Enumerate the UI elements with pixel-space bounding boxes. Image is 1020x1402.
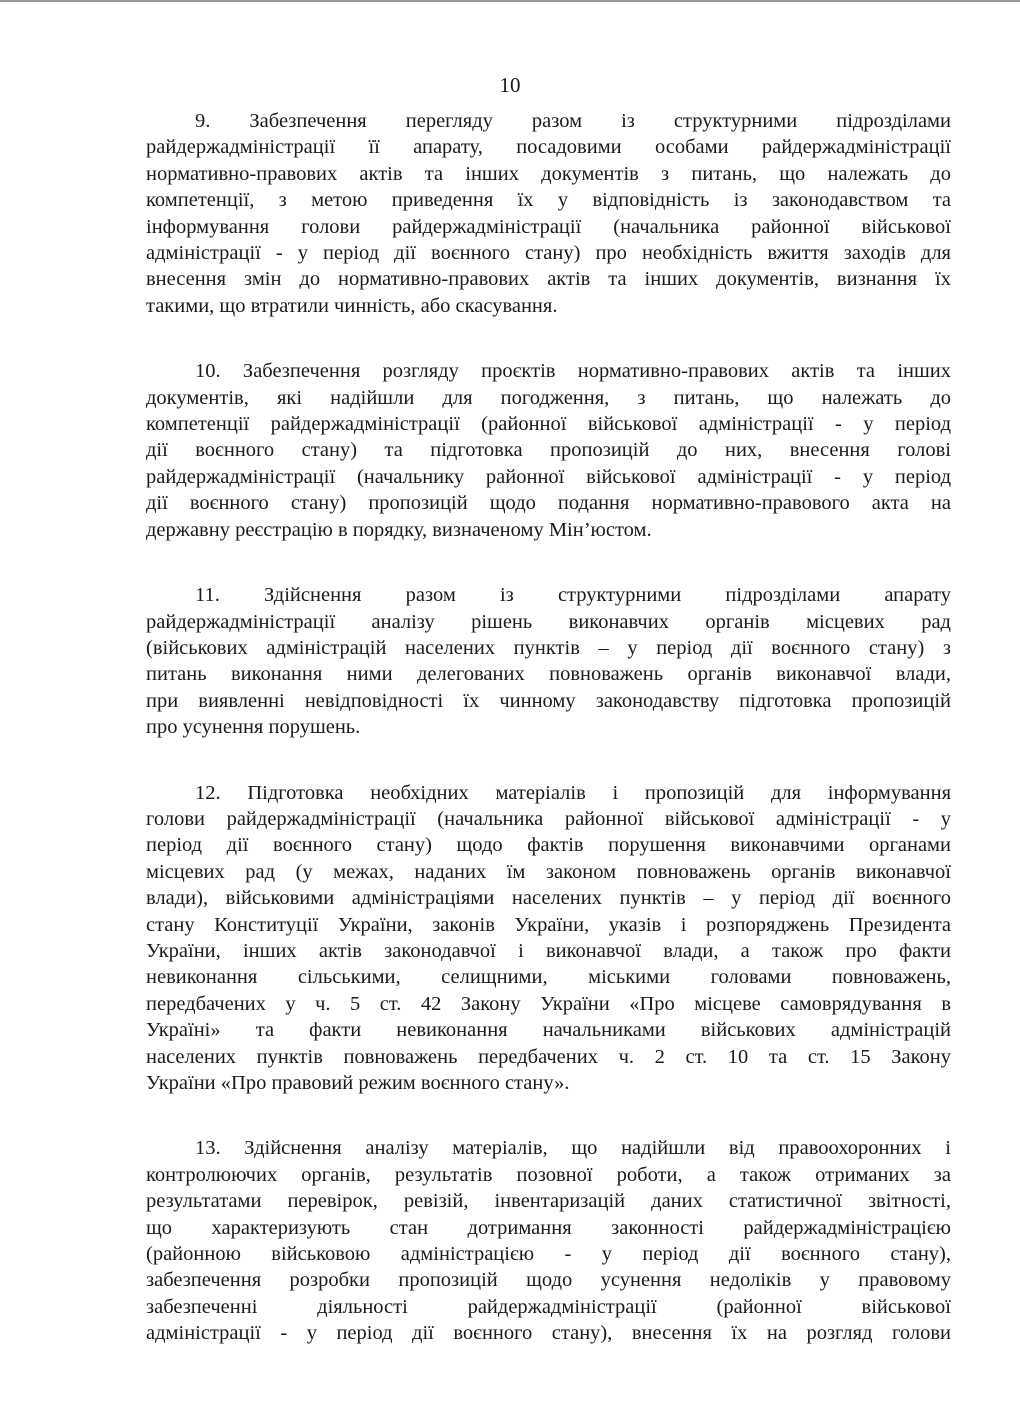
text-line: 13. Здійснення аналізу матеріалів, що надійшли від правоохоронних і xyxy=(195,1137,951,1160)
text-line: державну реєстрацію в порядку, визначеному Мін’юстом. xyxy=(146,518,652,541)
text-line: адміністрації - у період дії воєнного стану) про необхідність вжиття заходів для xyxy=(146,242,951,265)
text-line: Україні» та факти невиконання начальниками військових адміністрацій xyxy=(146,1019,951,1042)
text-line: період дії воєнного стану) щодо фактів порушення виконавчими органами xyxy=(146,834,951,857)
paragraph-9 xyxy=(146,108,951,319)
text-line: адміністрації - у період дії воєнного стану), внесення їх на розгляд голови xyxy=(146,1322,951,1345)
scan-top-edge xyxy=(0,0,1020,2)
text-line: що характеризують стан дотримання законності райдержадміністрацією xyxy=(146,1216,951,1239)
text-line: влади), військовими адміністраціями населених пунктів – у період дії воєнного xyxy=(146,887,951,910)
text-line: забезпечення розробки пропозицій щодо усунення недоліків у правовому xyxy=(146,1269,951,1292)
paragraph-13 xyxy=(146,1135,951,1346)
text-line: стану Конституції України, законів України, указів і розпоряджень Президента xyxy=(146,913,951,936)
text-line: України «Про правовий режим воєнного стану». xyxy=(146,1072,570,1094)
text-line: компетенції, з метою приведення їх у відповідність із законодавством та xyxy=(146,189,951,212)
page-number: 10 xyxy=(499,73,521,97)
text-line: забезпеченні діяльності райдержадміністрації (районної військової xyxy=(146,1295,951,1318)
paragraph-11 xyxy=(146,582,951,740)
text-line: компетенції райдержадміністрації (районної військової адміністрації - у період xyxy=(146,413,951,436)
text-line: інформування голови райдержадміністрації (начальника районної військової xyxy=(146,215,951,238)
document-body xyxy=(146,108,951,1386)
text-line: дії воєнного стану) пропозицій щодо подання нормативно-правового акта на xyxy=(146,492,951,515)
paragraph-12 xyxy=(146,780,951,1097)
text-line: при виявленні невідповідності їх чинному законодавству підготовка пропозицій xyxy=(146,689,951,712)
text-line: питань виконання ними делегованих повноважень органів виконавчої влади, xyxy=(146,663,951,686)
text-line: (військових адміністрацій населених пунктів – у період дії воєнного стану) з xyxy=(146,636,951,659)
text-line: контролюючих органів, результатів позовної роботи, а також отриманих за xyxy=(146,1163,951,1186)
text-line: 10. Забезпечення розгляду проєктів нормативно-правових актів та інших xyxy=(195,360,951,383)
text-line: результатами перевірок, ревізій, інвентаризацій даних статистичної звітності, xyxy=(146,1190,951,1213)
text-line: нормативно-правових актів та інших документів з питань, що належать до xyxy=(146,162,951,185)
text-line: райдержадміністрації (начальнику районної військової адміністрації - у період xyxy=(146,465,951,488)
text-line: передбачених у ч. 5 ст. 42 Закону України «Про місцеве самоврядування в xyxy=(146,992,951,1015)
text-line: (районною військовою адміністрацією - у період дії воєнного стану), xyxy=(146,1243,951,1266)
text-line: райдержадміністрації аналізу рішень виконавчих органів місцевих рад xyxy=(146,610,951,633)
text-line: документів, які надійшли для погодження, з питань, що належать до xyxy=(146,386,951,409)
paragraph-10 xyxy=(146,358,951,543)
text-line: про усунення порушень. xyxy=(146,716,361,739)
text-line: 12. Підготовка необхідних матеріалів і пропозицій для інформування xyxy=(195,781,951,804)
text-line: голови райдержадміністрації (начальника районної військової адміністрації - у xyxy=(146,807,951,830)
text-line: внесення змін до нормативно-правових актів та інших документів, визнання їх xyxy=(146,268,951,291)
text-line: населених пунктів повноважень передбачених ч. 2 ст. 10 та ст. 15 Закону xyxy=(146,1045,951,1068)
text-line: дії воєнного стану) та підготовка пропозицій до них, внесення голові xyxy=(146,439,951,462)
text-line: місцевих рад (у межах, наданих їм законом повноважень органів виконавчої xyxy=(146,860,951,883)
text-line: невиконання сільськими, селищними, міськими головами повноважень, xyxy=(146,966,951,989)
text-line: райдержадміністрації її апарату, посадовими особами райдержадміністрації xyxy=(146,136,951,159)
text-line: такими, що втратили чинність, або скасування. xyxy=(146,294,558,317)
text-line: 9. Забезпечення перегляду разом із структурними підрозділами xyxy=(195,110,951,132)
text-line: України, інших актів законодавчої і виконавчої влади, а також про факти xyxy=(146,939,951,962)
text-line: 11. Здійснення разом із структурними підрозділами апарату xyxy=(195,584,951,607)
